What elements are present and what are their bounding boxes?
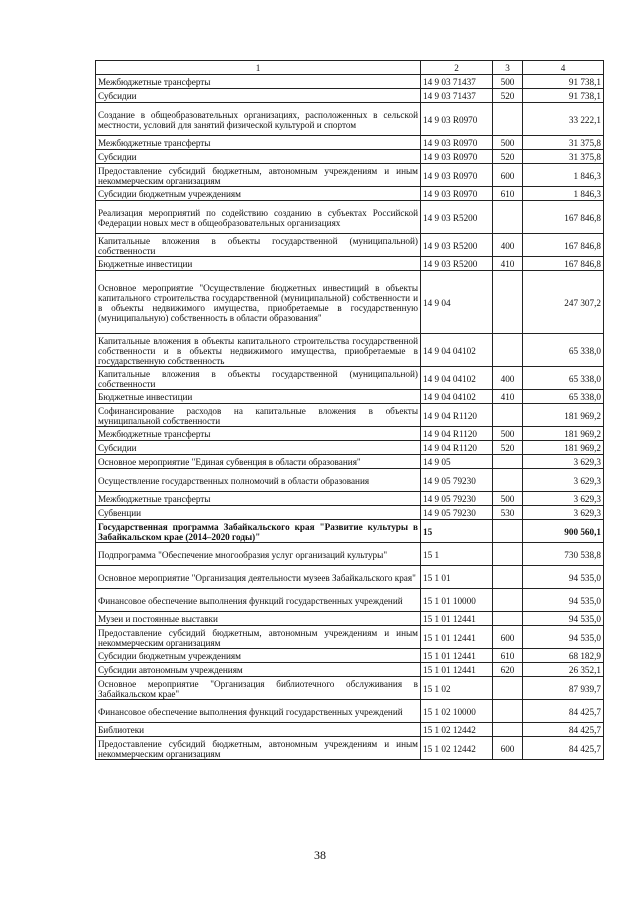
row-code-cell: 14 9 04 R1120 [421,441,493,455]
row-name-cell: Субсидии [96,150,421,164]
page-number: 38 [314,848,326,862]
row-expense-type-cell [493,404,523,427]
table-row [96,334,604,367]
row-amount-cell: 26 352,1 [523,663,604,677]
table-row [96,201,604,234]
row-amount-cell: 84 425,7 [523,723,604,737]
row-code-cell: 14 9 03 R5200 [421,201,493,234]
row-code-cell: 14 9 03 71437 [421,89,493,103]
table-row [96,520,604,543]
row-name-cell: Реализация мероприятий по содействию созданию в субъектах Российской Федерации новых мест в общеобразовательных организациях [96,201,421,234]
row-amount-cell: 91 738,1 [523,89,604,103]
row-amount-cell: 1 846,3 [523,187,604,201]
row-code-cell: 14 9 05 79230 [421,469,493,492]
row-code-cell: 15 1 01 12441 [421,649,493,663]
row-name-cell: Предоставление субсидий бюджетным, автономным учреждениям и иным некоммерческим организациям [96,626,421,649]
row-amount-cell: 3 629,3 [523,469,604,492]
row-code-cell: 14 9 03 R0970 [421,103,493,136]
row-name-cell: Государственная программа Забайкальского края "Развитие культуры в Забайкальском крае (2014–2020 годы)" [96,520,421,543]
row-amount-cell: 3 629,3 [523,492,604,506]
row-amount-cell: 94 535,0 [523,626,604,649]
table-row [96,390,604,404]
table-row [96,427,604,441]
row-code-cell: 14 9 03 R5200 [421,257,493,271]
table-row [96,589,604,612]
row-expense-type-cell [493,677,523,700]
row-code-cell: 15 1 01 [421,566,493,589]
row-expense-type-cell [493,469,523,492]
table-row [96,271,604,334]
row-expense-type-cell [493,589,523,612]
row-name-cell: Подпрограмма "Обеспечение многообразия услуг организаций культуры" [96,543,421,566]
table-row [96,187,604,201]
row-code-cell: 14 9 04 R1120 [421,427,493,441]
row-code-cell: 14 9 04 [421,271,493,334]
row-code-cell: 15 1 02 12442 [421,737,493,760]
row-expense-type-cell: 520 [493,441,523,455]
row-code-cell: 15 1 01 12441 [421,612,493,626]
table-row [96,649,604,663]
row-name-cell: Музеи и постоянные выставки [96,612,421,626]
table-row [96,663,604,677]
row-code-cell: 14 9 03 R5200 [421,234,493,257]
row-expense-type-cell: 400 [493,367,523,390]
row-expense-type-cell: 500 [493,136,523,150]
table-row [96,543,604,566]
row-code-cell: 14 9 04 04102 [421,367,493,390]
row-amount-cell: 65 338,0 [523,367,604,390]
row-amount-cell: 181 969,2 [523,427,604,441]
header-cell-code: 2 [421,61,493,75]
row-name-cell: Межбюджетные трансферты [96,75,421,89]
table-row [96,626,604,649]
row-name-cell: Капитальные вложения в объекты капитального строительства государственной собственности и в объекты недвижимого имущества, приобретаемые в государственную собственность [96,334,421,367]
row-amount-cell: 65 338,0 [523,334,604,367]
row-code-cell: 14 9 05 79230 [421,492,493,506]
table-row [96,75,604,89]
table-row [96,103,604,136]
row-name-cell: Основное мероприятие "Единая субвенция в области образования" [96,455,421,469]
row-expense-type-cell [493,455,523,469]
table-row [96,612,604,626]
table-row [96,677,604,700]
table-row [96,164,604,187]
row-code-cell: 15 1 [421,543,493,566]
row-amount-cell: 181 969,2 [523,441,604,455]
budget-table [95,60,604,760]
table-row [96,441,604,455]
row-amount-cell: 84 425,7 [523,737,604,760]
table-header-row [96,61,604,75]
row-amount-cell: 94 535,0 [523,566,604,589]
row-amount-cell: 1 846,3 [523,164,604,187]
row-code-cell: 14 9 03 R0970 [421,136,493,150]
row-expense-type-cell [493,543,523,566]
row-amount-cell: 730 538,8 [523,543,604,566]
row-amount-cell: 167 846,8 [523,201,604,234]
row-expense-type-cell: 610 [493,649,523,663]
row-name-cell: Создание в общеобразовательных организациях, расположенных в сельской местности, условий для занятий физической культурой и спортом [96,103,421,136]
row-expense-type-cell [493,103,523,136]
table-row [96,700,604,723]
row-code-cell: 14 9 05 79230 [421,506,493,520]
row-name-cell: Капитальные вложения в объекты государственной (муниципальной) собственности [96,234,421,257]
row-code-cell: 14 9 04 R1120 [421,404,493,427]
header-cell-amount: 4 [523,61,604,75]
row-name-cell: Субсидии бюджетным учреждениям [96,187,421,201]
table-row [96,566,604,589]
row-expense-type-cell: 600 [493,164,523,187]
table-row [96,455,604,469]
row-expense-type-cell: 500 [493,427,523,441]
row-expense-type-cell: 410 [493,257,523,271]
table-row [96,737,604,760]
row-expense-type-cell: 500 [493,75,523,89]
table-row [96,257,604,271]
row-amount-cell: 167 846,8 [523,257,604,271]
row-expense-type-cell [493,723,523,737]
header-cell-expense-type: 3 [493,61,523,75]
header-cell-name: 1 [96,61,421,75]
row-name-cell: Капитальные вложения в объекты государственной (муниципальной) собственности [96,367,421,390]
row-expense-type-cell: 530 [493,506,523,520]
row-expense-type-cell [493,566,523,589]
row-amount-cell: 94 535,0 [523,612,604,626]
row-name-cell: Осуществление государственных полномочий в области образования [96,469,421,492]
row-amount-cell: 181 969,2 [523,404,604,427]
row-name-cell: Субсидии бюджетным учреждениям [96,649,421,663]
table-row [96,506,604,520]
row-code-cell: 15 1 01 12441 [421,663,493,677]
row-name-cell: Основное мероприятие "Осуществление бюджетных инвестиций в объекты капитального строительства государственной (муниципальной) собственности и в объекты недвижимого имущества, приобретаемые в государственную (муниципальную) собственность в области образования" [96,271,421,334]
budget-table-body [96,61,604,760]
row-amount-cell: 3 629,3 [523,506,604,520]
row-amount-cell: 31 375,8 [523,150,604,164]
table-row [96,492,604,506]
row-code-cell: 15 [421,520,493,543]
row-code-cell: 14 9 03 R0970 [421,164,493,187]
row-code-cell: 14 9 04 04102 [421,390,493,404]
table-row [96,404,604,427]
table-row [96,136,604,150]
row-code-cell: 14 9 03 71437 [421,75,493,89]
row-name-cell: Межбюджетные трансферты [96,427,421,441]
table-row [96,367,604,390]
row-expense-type-cell [493,700,523,723]
row-amount-cell: 84 425,7 [523,700,604,723]
row-expense-type-cell: 410 [493,390,523,404]
row-expense-type-cell [493,612,523,626]
row-amount-cell: 87 939,7 [523,677,604,700]
row-name-cell: Библиотеки [96,723,421,737]
table-row [96,89,604,103]
row-code-cell: 14 9 03 R0970 [421,187,493,201]
row-expense-type-cell: 600 [493,737,523,760]
row-amount-cell: 94 535,0 [523,589,604,612]
row-name-cell: Субсидии автономным учреждениям [96,663,421,677]
row-amount-cell: 900 560,1 [523,520,604,543]
row-expense-type-cell: 600 [493,626,523,649]
row-name-cell: Предоставление субсидий бюджетным, автономным учреждениям и иным некоммерческим организациям [96,737,421,760]
row-amount-cell: 91 738,1 [523,75,604,89]
row-expense-type-cell: 520 [493,89,523,103]
row-expense-type-cell [493,520,523,543]
row-expense-type-cell: 610 [493,187,523,201]
row-code-cell: 15 1 02 10000 [421,700,493,723]
row-expense-type-cell: 520 [493,150,523,164]
row-amount-cell: 3 629,3 [523,455,604,469]
row-expense-type-cell: 620 [493,663,523,677]
row-name-cell: Финансовое обеспечение выполнения функций государственных учреждений [96,589,421,612]
row-amount-cell: 31 375,8 [523,136,604,150]
row-name-cell: Субсидии [96,89,421,103]
row-code-cell: 14 9 03 R0970 [421,150,493,164]
table-row [96,469,604,492]
table-row [96,234,604,257]
row-amount-cell: 68 182,9 [523,649,604,663]
row-expense-type-cell: 500 [493,492,523,506]
row-name-cell: Основное мероприятие "Организация библиотечного обслуживания в Забайкальском крае" [96,677,421,700]
row-name-cell: Субсидии [96,441,421,455]
row-code-cell: 15 1 01 12441 [421,626,493,649]
table-row [96,150,604,164]
row-amount-cell: 167 846,8 [523,234,604,257]
row-code-cell: 14 9 04 04102 [421,334,493,367]
row-expense-type-cell: 400 [493,234,523,257]
row-name-cell: Межбюджетные трансферты [96,492,421,506]
row-name-cell: Финансовое обеспечение выполнения функций государственных учреждений [96,700,421,723]
row-expense-type-cell [493,334,523,367]
row-name-cell: Межбюджетные трансферты [96,136,421,150]
row-name-cell: Субвенции [96,506,421,520]
row-code-cell: 14 9 05 [421,455,493,469]
row-name-cell: Предоставление субсидий бюджетным, автономным учреждениям и иным некоммерческим организациям [96,164,421,187]
row-name-cell: Бюджетные инвестиции [96,390,421,404]
row-expense-type-cell [493,271,523,334]
table-row [96,723,604,737]
row-amount-cell: 33 222,1 [523,103,604,136]
row-code-cell: 15 1 01 10000 [421,589,493,612]
row-name-cell: Бюджетные инвестиции [96,257,421,271]
row-name-cell: Основное мероприятие "Организация деятельности музеев Забайкальского края" [96,566,421,589]
row-expense-type-cell [493,201,523,234]
row-code-cell: 15 1 02 [421,677,493,700]
row-name-cell: Софинансирование расходов на капитальные вложения в объекты муниципальной собственности [96,404,421,427]
row-code-cell: 15 1 02 12442 [421,723,493,737]
row-amount-cell: 247 307,2 [523,271,604,334]
row-amount-cell: 65 338,0 [523,390,604,404]
